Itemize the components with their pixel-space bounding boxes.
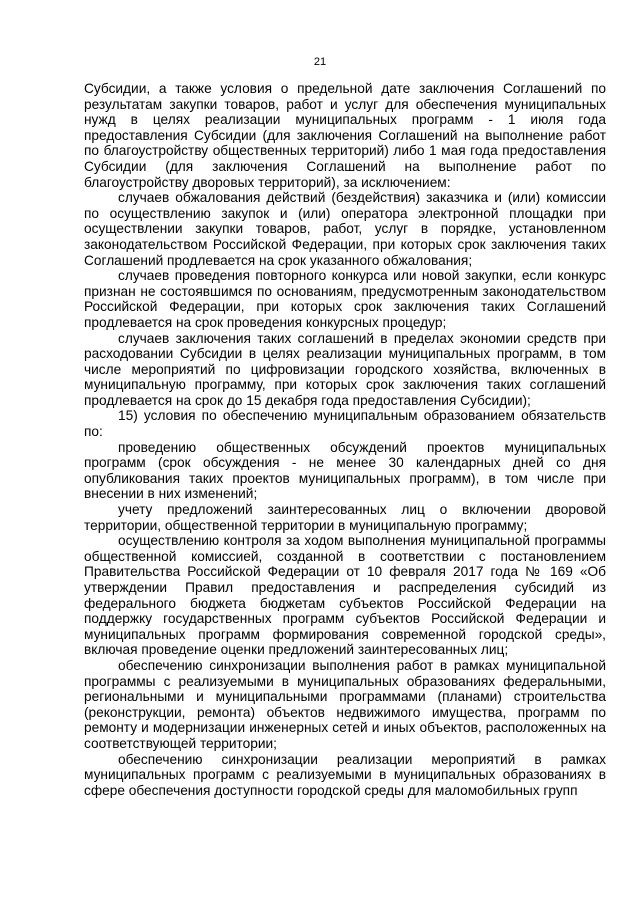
paragraph-subsidy-conditions: Субсидии, а также условия о предельной дате заключения Соглашений по результатам закупки товаров, работ и услуг для обеспечения муниципальных нужд в целях реализации муниципальных программ - 1 июля года предоставления Субсидии (для заключения Соглашений на выполнение работ по благоустройству общественных территорий) либо 1 мая года предоставления Субсидии (для заключения Соглашений на выполнение работ по благоустройству дворовых территорий), за исключением: (84, 81, 606, 190)
paragraph-commission-control: осуществлению контроля за ходом выполнения муниципальной программы общественной комиссией, созданной в соответствии с постановлением Правительства Российской Федерации от 10 февраля 2017 года № 169 «Об утверждении Правил предоставления и распределения субсидий из федерального бюджета бюджетам субъектов Российской Федерации на поддержку государственных программ субъектов Российской Федерации и муниципальных программ формирования современной городской среды», включая проведение оценки предложений заинтересованных лиц; (84, 533, 606, 658)
paragraph-item-15: 15) условия по обеспечению муниципальным образованием обязательств по: (84, 408, 606, 440)
page-number: 21 (313, 56, 327, 68)
paragraph-appeal-cases: случаев обжалования действий (бездействия) заказчика и (или) комиссии по осуществлению закупок и (или) оператора электронной площадки при осуществлении закупки товаров, работ, услуг в порядке, установленном законодательством Российской Федерации, при которых срок заключения таких Соглашений продлевается на срок указанного обжалования; (84, 190, 606, 268)
paragraph-proposals-accounting: учету предложений заинтересованных лиц о включении дворовой территории, общественной территории в муниципальную программу; (84, 502, 606, 533)
paragraph-savings-cases: случаев заключения таких соглашений в пределах экономии средств при расходовании Субсидии в целях реализации муниципальных программ, в том числе мероприятий по цифровизации городского хозяйства, включенных в муниципальную программу, при которых срок заключения таких соглашений продлевается на срок до 15 декабря года предоставления Субсидии); (84, 330, 606, 408)
paragraph-accessibility-synchronization: обеспечению синхронизации реализации мероприятий в рамках муниципальных программ с реализуемыми в муниципальных образованиях в сфере обеспечения доступности городской среды для маломобильных групп (84, 751, 606, 798)
paragraph-public-discussions: проведению общественных обсуждений проектов муниципальных программ (срок обсуждения - не менее 30 календарных дней со дня опубликования таких проектов муниципальных программ), в том числе при внесении в них изменений; (84, 439, 606, 502)
paragraph-repeat-tender-cases: случаев проведения повторного конкурса или новой закупки, если конкурс признан не состоявшимся по основаниям, предусмотренным законодательством Российской Федерации, при которых срок заключения таких Соглашений продлевается на срок проведения конкурсных процедур; (84, 268, 606, 330)
document-body (84, 81, 606, 798)
paragraph-works-synchronization: обеспечению синхронизации выполнения работ в рамках муниципальной программы с реализуемыми в муниципальных образованиях федеральными, региональными и муниципальными программами (планами) строительства (реконструкции, ремонта) объектов недвижимого имущества, программ по ремонту и модернизации инженерных сетей и иных объектов, расположенных на соответствующей территории; (84, 657, 606, 751)
